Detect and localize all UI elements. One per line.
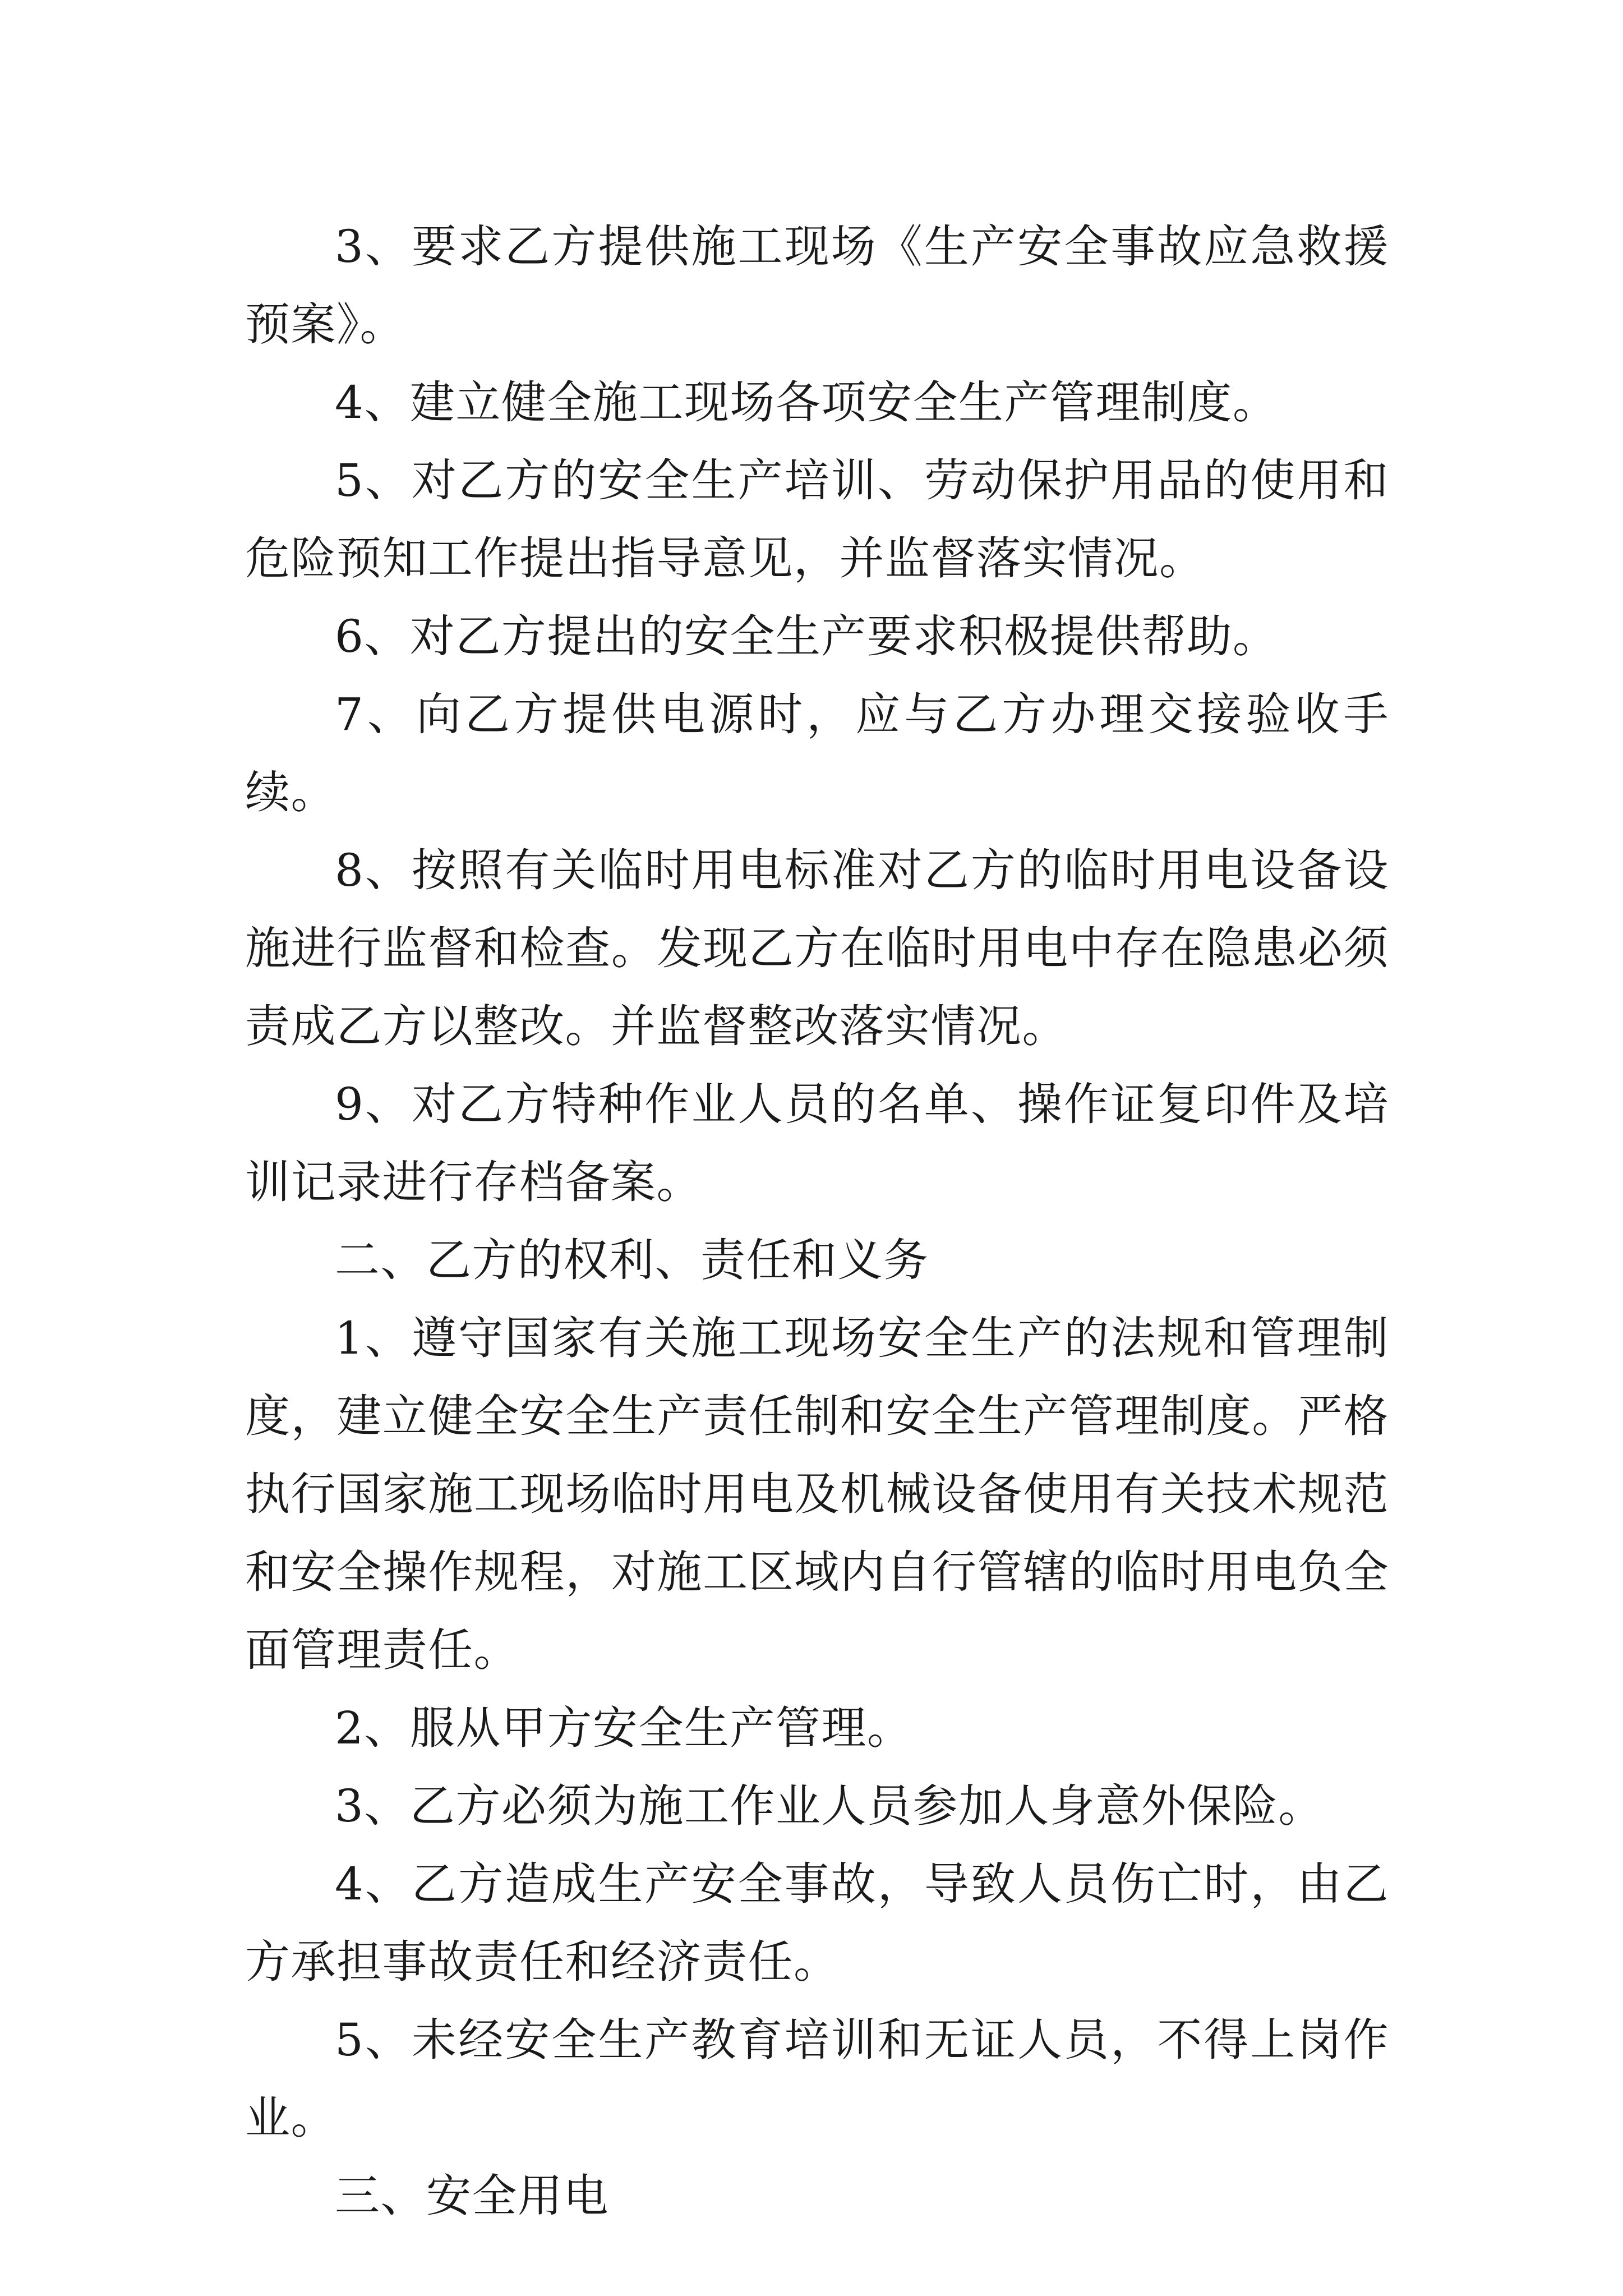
paragraph-11: 3、乙方必须为施工作业人员参加人身意外保险。 [335, 1780, 1324, 1832]
paragraph-9: 1、遵守国家有关施工现场安全生产的法规和管理制度，建立健全安全生产责任制和安全生产管理制度。严格执行国家施工现场临时用电及机械设备使用有关技术规范和安全操作规程，对施工区域内自行管辖的临时用电负全面管理责任。 [245, 1312, 1389, 1676]
paragraph-5: 7、向乙方提供电源时，应与乙方办理交接验收手续。 [245, 688, 1389, 818]
paragraph-12: 4、乙方造成生产安全事故，导致人员伤亡时，由乙方承担事故责任和经济责任。 [245, 1858, 1389, 1988]
paragraph-10: 2、服从甲方安全生产管理。 [335, 1702, 913, 1754]
section-heading-party-b: 二、乙方的权利、责任和义务 [335, 1234, 929, 1286]
document-body [245, 208, 1389, 2235]
section-heading-electricity: 三、安全用电 [335, 2170, 609, 2222]
paragraph-4: 6、对乙方提出的安全生产要求积极提供帮助。 [335, 610, 1279, 662]
paragraph-2: 4、建立健全施工现场各项安全生产管理制度。 [335, 376, 1279, 429]
paragraph-13: 5、未经安全生产教育培训和无证人员，不得上岗作业。 [245, 2014, 1389, 2144]
paragraph-3: 5、对乙方的安全生产培训、劳动保护用品的使用和危险预知工作提出指导意见，并监督落实情况。 [245, 454, 1389, 585]
paragraph-1: 3、要求乙方提供施工现场《生产安全事故应急救援预案》。 [245, 220, 1389, 351]
paragraph-7: 9、对乙方特种作业人员的名单、操作证复印件及培训记录进行存档备案。 [245, 1078, 1389, 1208]
paragraph-6: 8、按照有关临时用电标准对乙方的临时用电设备设施进行监督和检查。发现乙方在临时用电中存在隐患必须责成乙方以整改。并监督整改落实情况。 [245, 844, 1389, 1052]
